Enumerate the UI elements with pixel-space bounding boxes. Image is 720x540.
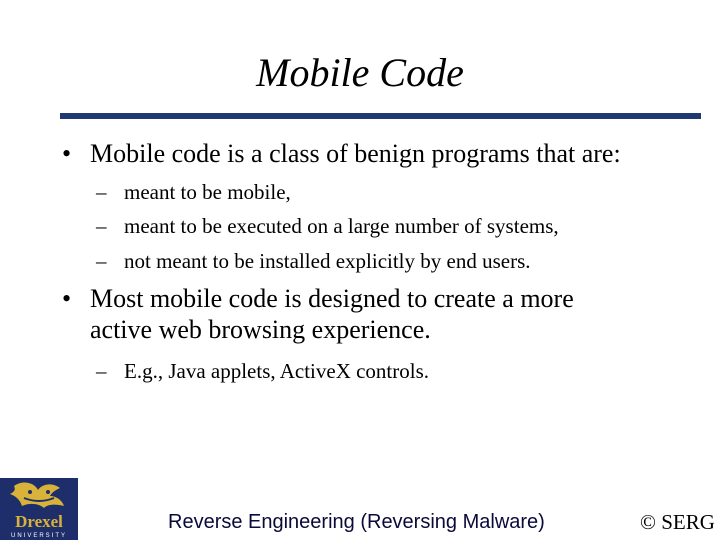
- subitem-text: meant to be executed on a large number of systems,: [124, 214, 559, 238]
- bullet-marker: •: [62, 284, 72, 313]
- subitem-marker: –: [96, 180, 107, 204]
- subitem-marker: –: [96, 214, 107, 238]
- slide-title: Mobile Code: [256, 50, 464, 95]
- bullet-text-line-2: active web browsing experience.: [90, 315, 431, 344]
- subitem-text: E.g., Java applets, ActiveX controls.: [124, 359, 430, 383]
- subitem-text: meant to be mobile,: [124, 180, 291, 204]
- bullet-text: Mobile code is a class of benign programs that are:: [90, 139, 621, 168]
- title-divider: [60, 113, 701, 119]
- bullet-marker: •: [62, 139, 72, 168]
- logo-wordmark: Drexel: [15, 512, 63, 531]
- footer-course-title: Reverse Engineering (Reversing Malware): [168, 511, 545, 533]
- dragon-emblem-icon: [0, 478, 78, 540]
- subitem-marker: –: [96, 359, 107, 383]
- logo-subtext: UNIVERSITY: [10, 533, 68, 539]
- drexel-logo: [0, 478, 78, 540]
- subitem-marker: –: [96, 249, 107, 273]
- subitem-text: not meant to be installed explicitly by end users.: [124, 249, 531, 273]
- footer-copyright: © SERG: [640, 510, 715, 534]
- bullet-text-line-1: Most mobile code is designed to create a more: [90, 284, 574, 313]
